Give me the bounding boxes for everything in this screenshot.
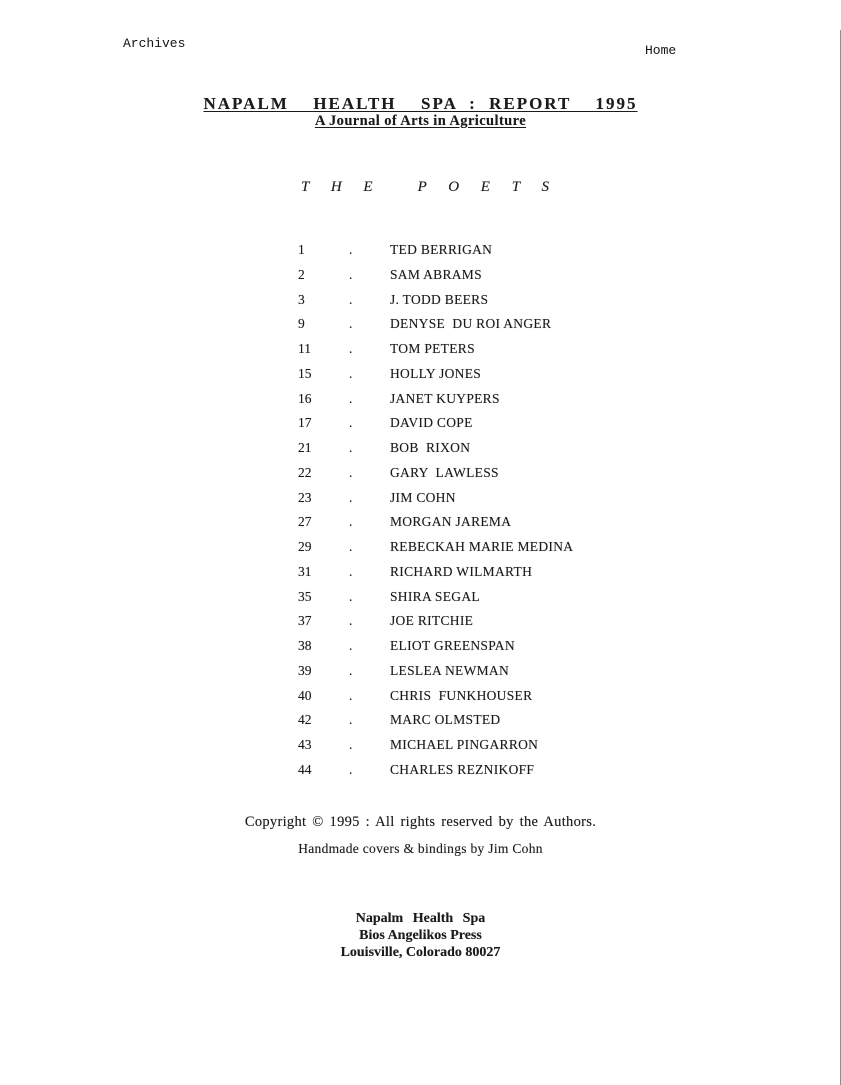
poet-index-row <box>298 609 658 634</box>
imprint-press-name: Napalm Health Spa <box>355 911 486 926</box>
poet-name: TED BERRIGAN <box>390 242 493 257</box>
poet-name: CHARLES REZNIKOFF <box>390 761 535 777</box>
poet-index-row <box>298 362 658 387</box>
poet-page-number: 17 <box>298 415 312 431</box>
poet-index-row <box>298 337 658 362</box>
poet-index-row <box>298 634 658 659</box>
poet-index-row <box>298 486 658 511</box>
poet-name: CHRIS FUNKHOUSER <box>390 687 533 703</box>
poet-name: MARC OLMSTED <box>390 712 501 728</box>
poet-page-number: 35 <box>298 588 312 604</box>
poet-page-number: 29 <box>298 539 312 554</box>
poet-index-list <box>298 238 658 783</box>
poet-index-row <box>298 535 658 560</box>
archives-link[interactable]: Archives <box>123 36 186 51</box>
poet-row-separator: . <box>349 316 353 332</box>
poet-page-number: 31 <box>298 563 312 579</box>
poet-page-number: 43 <box>298 737 312 752</box>
poet-name: SAM ABRAMS <box>390 266 482 282</box>
poet-row-separator: . <box>349 588 353 604</box>
poet-index-row <box>298 708 658 733</box>
poet-name: REBECKAH MARIE MEDINA <box>390 539 574 554</box>
poet-page-number: 23 <box>298 489 312 505</box>
imprint-press-address: Louisville, Colorado 80027 <box>340 945 501 960</box>
poet-index-row <box>298 659 658 684</box>
poet-row-separator: . <box>349 613 353 629</box>
poet-page-number: 1 <box>298 242 305 257</box>
poet-row-separator: . <box>349 489 353 505</box>
poet-row-separator: . <box>349 365 353 381</box>
poet-page-number: 44 <box>298 761 312 777</box>
poet-row-separator: . <box>349 514 353 530</box>
poet-page-number: 3 <box>298 291 305 307</box>
poet-page-number: 2 <box>298 266 305 282</box>
poet-row-separator: . <box>349 638 353 653</box>
poet-page-number: 42 <box>298 712 312 728</box>
poet-index-row <box>298 263 658 288</box>
poet-page-number: 9 <box>298 316 305 332</box>
handmade-credit: Handmade covers & bindings by Jim Cohn <box>298 841 543 856</box>
imprint-press-imprint: Bios Angelikos Press <box>359 928 482 943</box>
poet-page-number: 22 <box>298 464 312 480</box>
page-title: NAPALM HEALTH SPA : REPORT 1995 <box>203 94 638 113</box>
poet-row-separator: . <box>349 712 353 728</box>
poet-index-row <box>298 312 658 337</box>
poet-name: GARY LAWLESS <box>390 464 499 480</box>
poet-name: RICHARD WILMARTH <box>390 563 533 579</box>
poet-name: J. TODD BEERS <box>390 291 489 307</box>
poet-name: LESLEA NEWMAN <box>390 662 510 678</box>
poet-index-row <box>298 560 658 585</box>
poet-row-separator: . <box>349 415 353 431</box>
copyright-notice: Copyright © 1995 : All rights reserved by the Authors. <box>244 814 597 830</box>
poet-row-separator: . <box>349 687 353 703</box>
poet-name: SHIRA SEGAL <box>390 588 480 604</box>
poet-page-number: 37 <box>298 613 312 629</box>
poet-page-number: 21 <box>298 440 312 455</box>
poet-page-number: 16 <box>298 390 312 406</box>
poet-index-row <box>298 238 658 263</box>
home-link[interactable]: Home <box>645 43 677 58</box>
poet-row-separator: . <box>349 341 353 356</box>
poet-name: ELIOT GREENSPAN <box>390 638 515 653</box>
poet-name: JIM COHN <box>390 489 456 505</box>
poet-row-separator: . <box>349 464 353 480</box>
poet-index-row <box>298 684 658 709</box>
section-heading-word-poets: P O E T S <box>417 179 559 195</box>
poet-index-row <box>298 387 658 412</box>
poet-index-row <box>298 758 658 783</box>
poet-name: DAVID COPE <box>390 415 473 431</box>
poet-page-number: 27 <box>298 514 312 530</box>
poet-row-separator: . <box>349 563 353 579</box>
poet-index-row <box>298 436 658 461</box>
poet-row-separator: . <box>349 761 353 777</box>
poet-name: JOE RITCHIE <box>390 613 474 629</box>
poet-row-separator: . <box>349 440 353 455</box>
section-heading-word-the: T H E <box>301 179 382 195</box>
poet-row-separator: . <box>349 242 353 257</box>
poet-page-number: 40 <box>298 687 312 703</box>
poet-row-separator: . <box>349 539 353 554</box>
poet-page-number: 38 <box>298 638 312 653</box>
poet-row-separator: . <box>349 390 353 406</box>
poet-name: MORGAN JAREMA <box>390 514 512 530</box>
poet-index-row <box>298 585 658 610</box>
poet-row-separator: . <box>349 266 353 282</box>
poet-index-row <box>298 461 658 486</box>
section-heading-the-poets <box>301 179 558 196</box>
poet-name: JANET KUYPERS <box>390 390 500 406</box>
poet-index-row <box>298 411 658 436</box>
poet-row-separator: . <box>349 737 353 752</box>
poet-page-number: 11 <box>298 341 311 356</box>
poet-name: BOB RIXON <box>390 440 471 455</box>
poet-name: MICHAEL PINGARRON <box>390 737 539 752</box>
page-subtitle: A Journal of Arts in Agriculture <box>314 113 527 129</box>
publisher-imprint <box>0 910 841 961</box>
poet-name: TOM PETERS <box>390 341 475 356</box>
poet-name: HOLLY JONES <box>390 365 482 381</box>
poet-index-row <box>298 288 658 313</box>
poet-page-number: 39 <box>298 662 312 678</box>
poet-index-row <box>298 733 658 758</box>
poet-row-separator: . <box>349 662 353 678</box>
poet-name: DENYSE DU ROI ANGER <box>390 316 552 332</box>
poet-page-number: 15 <box>298 365 312 381</box>
poet-index-row <box>298 510 658 535</box>
poet-row-separator: . <box>349 291 353 307</box>
